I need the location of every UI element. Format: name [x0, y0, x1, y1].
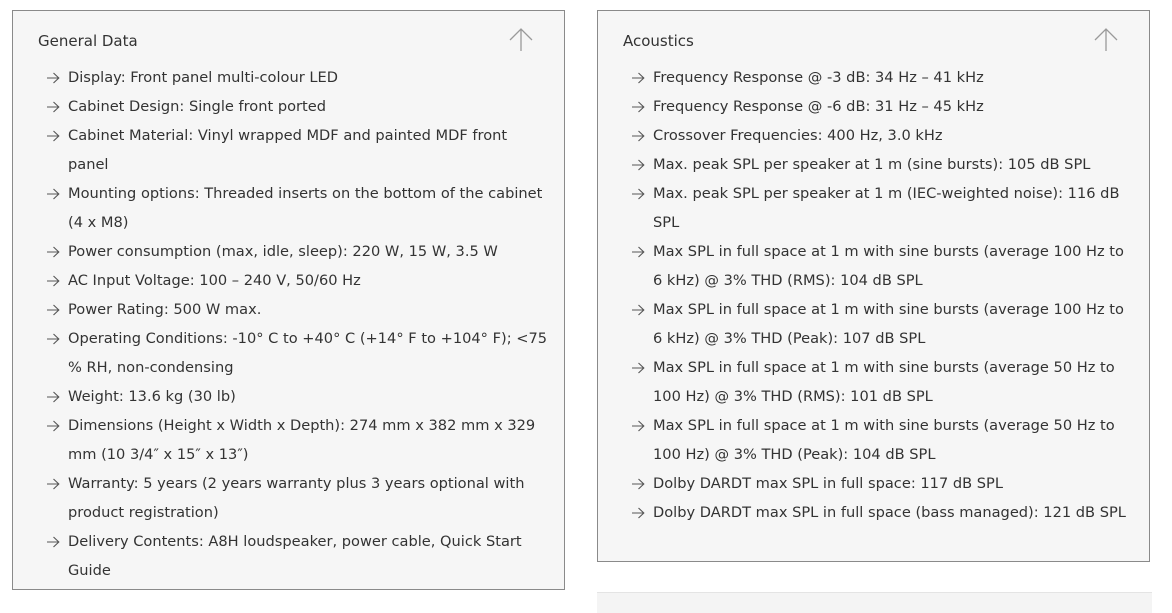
arrow-right-icon: [631, 188, 645, 200]
arrow-right-icon: [631, 72, 645, 84]
arrow-right-icon: [46, 130, 60, 142]
arrow-right-icon: [631, 130, 645, 142]
arrow-right-icon: [46, 188, 60, 200]
spec-item-text: Mounting options: Threaded inserts on the bottom of the cabinet (4 x M8): [68, 185, 543, 231]
spec-item-text: Power Rating: 500 W max.: [68, 301, 262, 318]
spec-item: [46, 179, 564, 237]
spec-item: [631, 179, 1149, 237]
spec-item: [631, 411, 1149, 469]
spec-item: [46, 324, 564, 382]
spec-item-text: Max SPL in full space at 1 m with sine bursts (average 100 Hz to 6 kHz) @ 3% THD (RMS): 104 dB SPL: [653, 243, 1124, 289]
spec-item: [46, 63, 564, 92]
panel-title: Acoustics: [623, 32, 694, 50]
next-panel-edge: [597, 592, 1152, 613]
spec-item-text: Max SPL in full space at 1 m with sine bursts (average 100 Hz to 6 kHz) @ 3% THD (Peak): 107 dB SPL: [653, 301, 1124, 347]
spec-item-text: Max SPL in full space at 1 m with sine bursts (average 50 Hz to 100 Hz) @ 3% THD (Peak): 104 dB SPL: [653, 417, 1115, 463]
panel-header[interactable]: [13, 11, 564, 63]
arrow-right-icon: [631, 507, 645, 519]
arrow-right-icon: [631, 246, 645, 258]
spec-item: [46, 295, 564, 324]
spec-item: [631, 237, 1149, 295]
spec-item-text: Frequency Response @ -6 dB: 31 Hz – 45 kHz: [653, 98, 984, 115]
spec-item-text: Delivery Contents: A8H loudspeaker, power cable, Quick Start Guide: [68, 533, 522, 579]
spec-item-text: Power consumption (max, idle, sleep): 220 W, 15 W, 3.5 W: [68, 243, 498, 260]
spec-item: [46, 527, 564, 585]
spec-item-text: Cabinet Material: Vinyl wrapped MDF and painted MDF front panel: [68, 127, 508, 173]
panel-title: General Data: [38, 32, 138, 50]
spec-item: [46, 382, 564, 411]
arrow-right-icon: [631, 159, 645, 171]
spec-item-text: Display: Front panel multi-colour LED: [68, 69, 338, 86]
spec-item-text: Operating Conditions: -10° C to +40° C (+14° F to +104° F); <75 % RH, non-condensing: [68, 330, 548, 376]
spec-item: [631, 121, 1149, 150]
spec-list: [13, 63, 564, 585]
spec-list: [598, 63, 1149, 527]
spec-item-text: Dimensions (Height x Width x Depth): 274 mm x 382 mm x 329 mm (10 3/4″ x 15″ x 13″): [68, 417, 536, 463]
spec-item-text: Crossover Frequencies: 400 Hz, 3.0 kHz: [653, 127, 943, 144]
spec-item-text: Max. peak SPL per speaker at 1 m (IEC-weighted noise): 116 dB SPL: [653, 185, 1120, 231]
spec-item-text: Max. peak SPL per speaker at 1 m (sine bursts): 105 dB SPL: [653, 156, 1091, 173]
spec-item: [631, 353, 1149, 411]
spec-item: [631, 469, 1149, 498]
spec-item: [46, 92, 564, 121]
spec-item: [631, 295, 1149, 353]
arrow-right-icon: [631, 304, 645, 316]
spec-item: [631, 150, 1149, 179]
arrow-right-icon: [46, 304, 60, 316]
spec-item: [631, 63, 1149, 92]
spec-item-text: AC Input Voltage: 100 – 240 V, 50/60 Hz: [68, 272, 361, 289]
arrow-right-icon: [46, 333, 60, 345]
arrow-right-icon: [46, 275, 60, 287]
arrow-right-icon: [46, 391, 60, 403]
arrow-right-icon: [631, 362, 645, 374]
arrow-right-icon: [46, 72, 60, 84]
general-data-panel: [12, 10, 565, 590]
collapse-arrow-up-icon[interactable]: [1093, 27, 1119, 53]
arrow-right-icon: [46, 246, 60, 258]
arrow-right-icon: [631, 420, 645, 432]
arrow-right-icon: [46, 478, 60, 490]
spec-item-text: Cabinet Design: Single front ported: [68, 98, 326, 115]
acoustics-panel: [597, 10, 1150, 562]
spec-item: [631, 92, 1149, 121]
spec-item: [46, 266, 564, 295]
arrow-right-icon: [631, 478, 645, 490]
spec-item: [46, 237, 564, 266]
collapse-arrow-up-icon[interactable]: [508, 27, 534, 53]
arrow-right-icon: [46, 101, 60, 113]
spec-item: [46, 121, 564, 179]
spec-item-text: Frequency Response @ -3 dB: 34 Hz – 41 kHz: [653, 69, 984, 86]
arrow-right-icon: [46, 420, 60, 432]
spec-item: [46, 469, 564, 527]
panel-header[interactable]: [598, 11, 1149, 63]
spec-item: [46, 411, 564, 469]
arrow-right-icon: [46, 536, 60, 548]
spec-item-text: Max SPL in full space at 1 m with sine bursts (average 50 Hz to 100 Hz) @ 3% THD (RMS): 101 dB SPL: [653, 359, 1115, 405]
spec-item-text: Weight: 13.6 kg (30 lb): [68, 388, 236, 405]
arrow-right-icon: [631, 101, 645, 113]
spec-item-text: Warranty: 5 years (2 years warranty plus 3 years optional with product registration): [68, 475, 525, 521]
spec-item: [631, 498, 1149, 527]
spec-item-text: Dolby DARDT max SPL in full space (bass managed): 121 dB SPL: [653, 504, 1126, 521]
spec-item-text: Dolby DARDT max SPL in full space: 117 dB SPL: [653, 475, 1003, 492]
